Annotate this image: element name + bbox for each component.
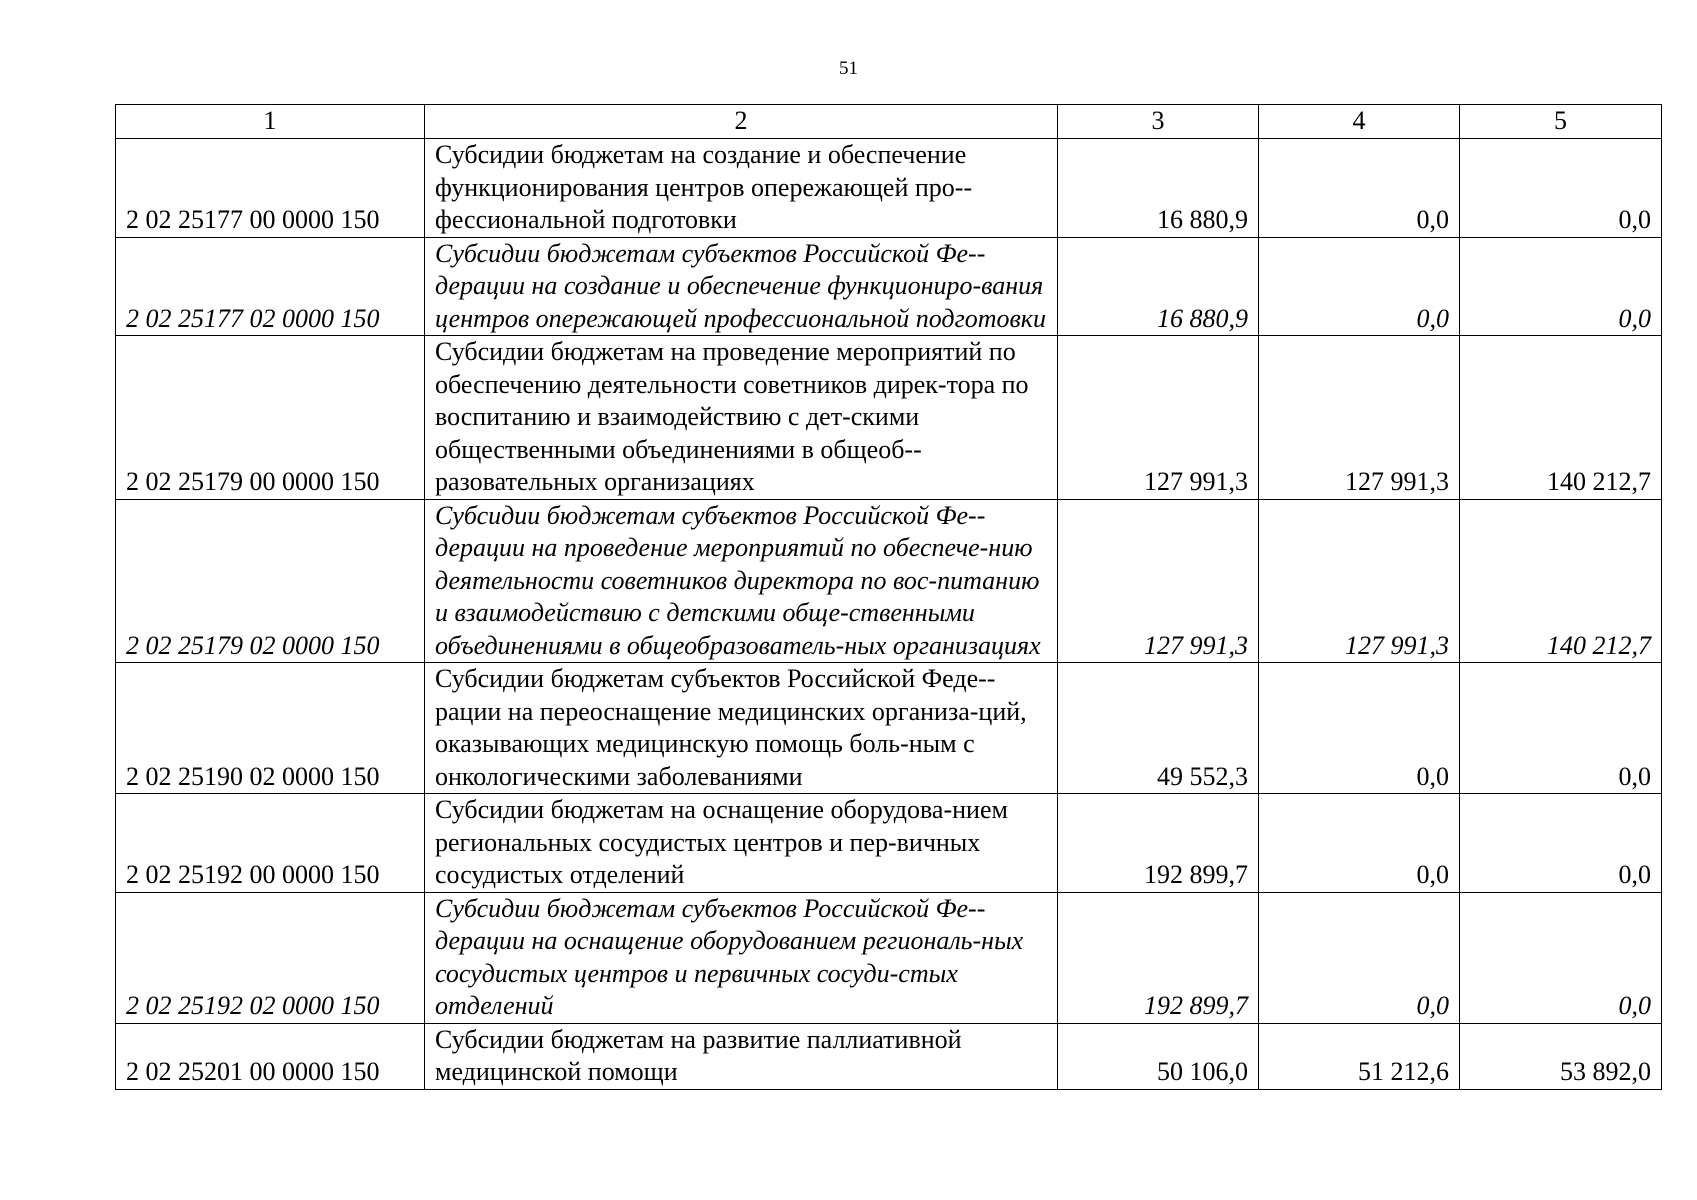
description-cell: Субсидии бюджетам субъектов Российской Фе-дерации на оснащение оборудованием региональ-ных сосудистых центров и первичных сосуди-стых отделений: [425, 892, 1058, 1023]
budget-code-cell: 2 02 25192 00 0000 150: [116, 794, 425, 893]
description-cell: Субсидии бюджетам на развитие паллиативной медицинской помощи: [425, 1023, 1058, 1089]
value-col-4-cell: 0,0: [1259, 139, 1460, 238]
table-row: [116, 794, 1662, 893]
value-col-5-cell: 0,0: [1460, 237, 1662, 336]
budget-code-cell: 2 02 25177 02 0000 150: [116, 237, 425, 336]
value-col-3-cell: 127 991,3: [1058, 499, 1259, 663]
description-cell: Субсидии бюджетам субъектов Российской Феде-рации на переоснащение медицинских организа-ций, оказывающих медицинскую помощь боль-ным с онкологическими заболеваниями: [425, 663, 1058, 794]
value-col-3-cell: 16 880,9: [1058, 237, 1259, 336]
description-cell: Субсидии бюджетам на проведение мероприятий по обеспечению деятельности советников дирек-тора по воспитанию и взаимодействию с дет-скими общественными объединениями в общеоб-разовательных организациях: [425, 336, 1058, 500]
column-header-2: 2: [425, 105, 1058, 139]
table-row: [116, 139, 1662, 238]
value-col-5-cell: 53 892,0: [1460, 1023, 1662, 1089]
value-col-5-cell: 140 212,7: [1460, 499, 1662, 663]
value-col-3-cell: 127 991,3: [1058, 336, 1259, 500]
value-col-5-cell: 0,0: [1460, 663, 1662, 794]
column-header-3: 3: [1058, 105, 1259, 139]
page-number: 51: [839, 58, 858, 79]
description-cell: Субсидии бюджетам субъектов Российской Фе-дерации на создание и обеспечение функциониро-вания центров опережающей профессиональной подготовки: [425, 237, 1058, 336]
value-col-4-cell: 0,0: [1259, 892, 1460, 1023]
value-col-5-cell: 0,0: [1460, 794, 1662, 893]
table-row: [116, 499, 1662, 663]
table-row: [116, 663, 1662, 794]
column-header-5: 5: [1460, 105, 1662, 139]
description-cell: Субсидии бюджетам на оснащение оборудова-нием региональных сосудистых центров и пер-вичных сосудистых отделений: [425, 794, 1058, 893]
budget-code-cell: 2 02 25179 00 0000 150: [116, 336, 425, 500]
table-header-row: [116, 105, 1662, 139]
table-row: [116, 237, 1662, 336]
value-col-4-cell: 0,0: [1259, 663, 1460, 794]
value-col-4-cell: 0,0: [1259, 794, 1460, 893]
column-header-1: 1: [116, 105, 425, 139]
budget-code-cell: 2 02 25177 00 0000 150: [116, 139, 425, 238]
value-col-4-cell: 127 991,3: [1259, 499, 1460, 663]
value-col-3-cell: 16 880,9: [1058, 139, 1259, 238]
value-col-4-cell: 0,0: [1259, 237, 1460, 336]
budget-table: [115, 104, 1662, 1090]
value-col-3-cell: 49 552,3: [1058, 663, 1259, 794]
table-row: [116, 892, 1662, 1023]
value-col-5-cell: 0,0: [1460, 139, 1662, 238]
value-col-3-cell: 50 106,0: [1058, 1023, 1259, 1089]
value-col-4-cell: 127 991,3: [1259, 336, 1460, 500]
column-header-4: 4: [1259, 105, 1460, 139]
description-cell: Субсидии бюджетам на создание и обеспечение функционирования центров опережающей про-фессиональной подготовки: [425, 139, 1058, 238]
budget-code-cell: 2 02 25179 02 0000 150: [116, 499, 425, 663]
value-col-5-cell: 0,0: [1460, 892, 1662, 1023]
value-col-3-cell: 192 899,7: [1058, 794, 1259, 893]
value-col-3-cell: 192 899,7: [1058, 892, 1259, 1023]
table-row: [116, 1023, 1662, 1089]
description-cell: Субсидии бюджетам субъектов Российской Фе-дерации на проведение мероприятий по обеспече-нию деятельности советников директора по вос-питанию и взаимодействию с детскими обще-ственными объединениями в общеобразователь-ных организациях: [425, 499, 1058, 663]
table-row: [116, 336, 1662, 500]
budget-code-cell: 2 02 25201 00 0000 150: [116, 1023, 425, 1089]
value-col-5-cell: 140 212,7: [1460, 336, 1662, 500]
budget-code-cell: 2 02 25190 02 0000 150: [116, 663, 425, 794]
budget-code-cell: 2 02 25192 02 0000 150: [116, 892, 425, 1023]
value-col-4-cell: 51 212,6: [1259, 1023, 1460, 1089]
